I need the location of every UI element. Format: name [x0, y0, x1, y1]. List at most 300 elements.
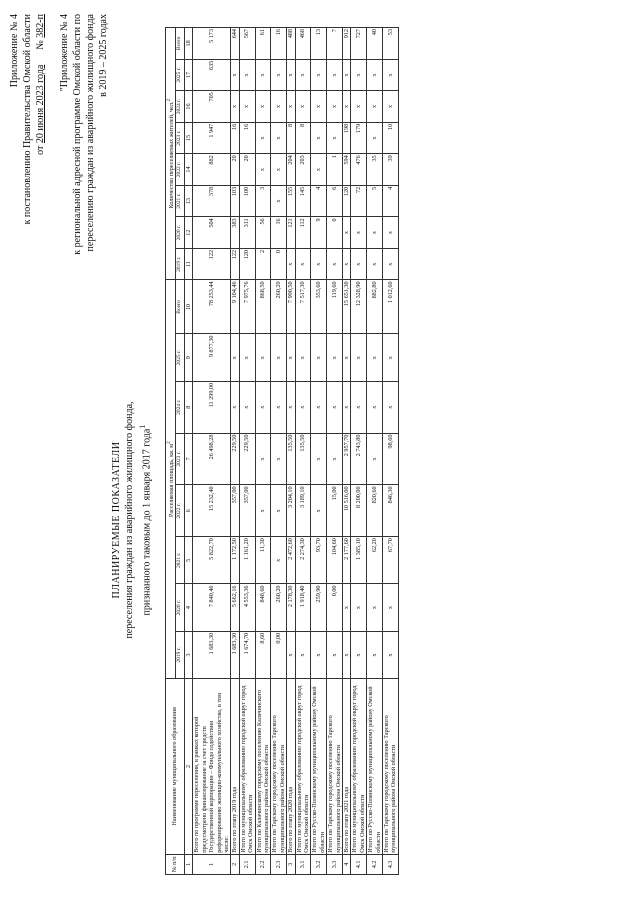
area-cell: x — [327, 631, 343, 678]
header-col-number: 5 — [184, 537, 192, 584]
area-cell: 2 957,70 — [343, 433, 351, 485]
people-cell: 2 — [255, 248, 271, 280]
people-cell: 20 — [239, 154, 255, 186]
area-cell: 104,60 — [327, 537, 343, 584]
area-cell: x — [295, 631, 311, 678]
people-cell: 5 — [367, 185, 383, 217]
header-people-year: Всего — [176, 28, 184, 60]
header-col-number: 16 — [184, 91, 192, 123]
area-cell: x — [295, 334, 311, 381]
header-area-year: 2023 г. — [176, 433, 184, 485]
area-cell: 119,60 — [327, 280, 343, 334]
people-cell: 56 — [255, 217, 271, 249]
people-cell: 103 — [231, 185, 239, 217]
area-cell: 67,70 — [383, 537, 399, 584]
area-cell: x — [295, 381, 311, 433]
area-cell: 5 662,16 — [231, 584, 239, 631]
area-cell: 7 840,46 — [193, 584, 231, 631]
document-title — [110, 355, 153, 685]
header-area-year: 2024 г. — [176, 381, 184, 433]
area-cell: x — [367, 334, 383, 381]
people-cell: 488 — [287, 28, 295, 60]
people-cell: x — [351, 248, 367, 280]
people-cell: 53 — [383, 28, 399, 60]
people-cell: x — [255, 154, 271, 186]
row-name: Итого по Тарскому городскому поселению Тарского муниципального района Омской области — [383, 679, 399, 855]
people-cell: 120 — [343, 185, 351, 217]
area-cell: 7 975,76 — [239, 280, 255, 334]
appendix-date-line: от 20 июня 2023 года № 382-п — [35, 14, 46, 155]
people-cell: 16 — [231, 122, 239, 154]
area-cell: 2 472,60 — [287, 537, 295, 584]
area-cell: x — [255, 381, 271, 433]
area-cell: 260,20 — [271, 584, 287, 631]
people-cell: 203 — [295, 154, 311, 186]
area-cell: 8 200,00 — [351, 485, 367, 537]
area-cell: x — [311, 485, 327, 537]
row-number: 3.3 — [327, 854, 343, 874]
people-cell: 16 — [271, 217, 287, 249]
people-cell: 311 — [239, 217, 255, 249]
table-row — [343, 28, 351, 875]
area-cell: x — [343, 334, 351, 381]
people-cell: 204 — [287, 154, 295, 186]
header-area-year: 2020 г. — [176, 584, 184, 631]
people-cell: 5 173 — [193, 28, 231, 60]
area-cell: x — [343, 584, 351, 631]
row-number: 3.1 — [295, 854, 311, 874]
area-cell: 4 553,36 — [239, 584, 255, 631]
people-cell: 7 — [327, 28, 343, 60]
table-row — [383, 28, 399, 875]
people-cell: x — [343, 217, 351, 249]
people-cell: x — [311, 91, 327, 123]
people-cell: 476 — [351, 154, 367, 186]
people-cell: x — [255, 122, 271, 154]
area-cell: 357,00 — [231, 485, 239, 537]
people-cell: 35 — [367, 154, 383, 186]
area-cell: x — [383, 381, 399, 433]
people-cell: x — [383, 217, 399, 249]
row-number: 1 — [193, 854, 231, 874]
people-cell: 594 — [343, 154, 351, 186]
title-line2: переселения граждан из аварийного жилищного фонда, — [124, 401, 135, 639]
row-name: Итого по муниципальному образованию городской округ город Омск Омской области — [239, 679, 255, 855]
area-cell: 2 274,30 — [295, 537, 311, 584]
people-cell: x — [287, 248, 295, 280]
row-name: Всего по этапу 2020 года — [287, 679, 295, 855]
row-number: 2.1 — [239, 854, 255, 874]
people-cell: 16 — [239, 122, 255, 154]
area-cell: x — [231, 334, 239, 381]
people-cell: x — [287, 91, 295, 123]
people-cell: x — [287, 59, 295, 91]
area-cell: x — [287, 381, 295, 433]
area-cell: 3 204,10 — [287, 485, 295, 537]
header-area-year: Всего — [176, 280, 184, 334]
area-cell: x — [367, 433, 383, 485]
area-cell: x — [367, 584, 383, 631]
header-num: № п/п — [166, 854, 185, 874]
area-cell: x — [351, 381, 367, 433]
people-cell: x — [351, 217, 367, 249]
area-cell: x — [383, 631, 399, 678]
people-cell: x — [343, 248, 351, 280]
header-people-year: 2022 г. — [176, 154, 184, 186]
people-cell: 16 — [271, 28, 287, 60]
header-col-number: 8 — [184, 381, 192, 433]
area-cell: x — [383, 584, 399, 631]
header-people-group: Количество переселяемых жителей, чел.$^2$ — [166, 28, 176, 280]
area-cell: 229,50 — [239, 433, 255, 485]
people-cell: x — [239, 91, 255, 123]
area-cell: 1 918,40 — [295, 584, 311, 631]
area-cell: 820,60 — [367, 485, 383, 537]
people-cell: x — [239, 59, 255, 91]
area-cell: 848,60 — [255, 584, 271, 631]
area-cell: 229,50 — [231, 433, 239, 485]
area-cell: 15 651,30 — [343, 280, 351, 334]
people-cell: 3 — [255, 185, 271, 217]
area-cell: 3 189,10 — [295, 485, 311, 537]
area-cell: 98,60 — [383, 433, 399, 485]
people-cell: 122 — [231, 248, 239, 280]
header-area-group: Расселяемая площадь, кв. $м^2$ — [166, 280, 176, 679]
area-cell: x — [311, 631, 327, 678]
people-cell: 13 — [311, 28, 327, 60]
title-line1: ПЛАНИРУЕМЫЕ ПОКАЗАТЕЛИ — [111, 441, 122, 599]
area-cell: 5 822,70 — [193, 537, 231, 584]
appendix-number: 382-п — [35, 14, 46, 38]
people-cell: x — [327, 122, 343, 154]
people-cell: x — [367, 122, 383, 154]
people-cell: 10 — [383, 122, 399, 154]
area-cell: x — [343, 381, 351, 433]
people-cell: x — [295, 248, 311, 280]
people-cell: x — [367, 59, 383, 91]
people-cell: 9 — [311, 217, 327, 249]
area-cell: 11 299,00 — [193, 381, 231, 433]
header-col-number: 15 — [184, 122, 192, 154]
area-cell: 2 743,80 — [351, 433, 367, 485]
people-cell: 112 — [295, 217, 311, 249]
row-number: 4.3 — [383, 854, 399, 874]
area-cell: x — [383, 334, 399, 381]
people-cell: 378 — [193, 185, 231, 217]
header-people-year: 2021 г. — [176, 185, 184, 217]
area-cell: x — [231, 381, 239, 433]
people-cell: x — [231, 59, 239, 91]
header-row-groups — [166, 28, 176, 875]
header-area-year: 2025 г. — [176, 334, 184, 381]
people-cell: 155 — [287, 185, 295, 217]
area-cell: x — [351, 334, 367, 381]
people-cell: 4 — [311, 185, 327, 217]
area-cell: 15 232,40 — [193, 485, 231, 537]
people-cell: x — [367, 248, 383, 280]
program-reference: "Приложение № 4 к региональной адресной программе Омской области по переселению граждан из аварийного жилищного фонда в 2019 – 2025 годах — [59, 14, 109, 255]
row-name: Итого по Калачинскому городскому поселению Калачинского муниципального района Омской области — [255, 679, 271, 855]
area-cell: 9 877,30 — [193, 334, 231, 381]
header-col-number: 7 — [184, 433, 192, 485]
people-cell: 0 — [327, 217, 343, 249]
header-area-year: 2021 г. — [176, 537, 184, 584]
area-cell: 62,20 — [367, 537, 383, 584]
people-cell: x — [343, 91, 351, 123]
people-cell: x — [383, 248, 399, 280]
people-cell: x — [231, 91, 239, 123]
row-name: Итого по муниципальному образованию городской округ город Омск Омской области — [295, 679, 311, 855]
area-cell: x — [255, 334, 271, 381]
table-row — [271, 28, 287, 875]
people-cell: x — [311, 59, 327, 91]
area-cell: 1 674,70 — [239, 631, 255, 678]
area-cell: 12 328,90 — [351, 280, 367, 334]
people-cell: 120 — [239, 248, 255, 280]
people-cell: 1 — [327, 154, 343, 186]
people-cell: x — [255, 59, 271, 91]
table-row — [367, 28, 383, 875]
people-cell: 644 — [231, 28, 239, 60]
people-cell: x — [367, 217, 383, 249]
header-people-year: 2020 г. — [176, 217, 184, 249]
table-body — [193, 28, 399, 875]
row-name: Итого по Русско-Полянскому муниципальному району Омской области — [311, 679, 327, 855]
area-cell: x — [367, 631, 383, 678]
people-cell: 705 — [193, 91, 231, 123]
people-cell: 39 — [383, 154, 399, 186]
area-cell: 1 385,10 — [351, 537, 367, 584]
people-cell: 121 — [287, 217, 295, 249]
area-cell: 868,50 — [255, 280, 271, 334]
area-cell: 1 012,60 — [383, 280, 399, 334]
people-cell: 0 — [271, 248, 287, 280]
people-cell: 567 — [239, 28, 255, 60]
area-cell: x — [367, 381, 383, 433]
header-col-number: 10 — [184, 280, 192, 334]
area-cell: 9 104,46 — [231, 280, 239, 334]
header-col-number: 2 — [184, 679, 192, 855]
title-line3: признанного таковым до 1 января 2017 года$^1$ — [138, 424, 153, 616]
header-col-number: 4 — [184, 584, 192, 631]
area-cell: 2 177,60 — [343, 537, 351, 584]
people-cell: 383 — [231, 217, 239, 249]
header-people-year: 2019 г. — [176, 248, 184, 280]
area-cell: x — [255, 433, 271, 485]
area-cell: x — [327, 433, 343, 485]
people-cell: x — [351, 59, 367, 91]
row-number: 3 — [287, 854, 295, 874]
people-cell: x — [327, 59, 343, 91]
people-cell: 1 947 — [193, 122, 231, 154]
header-col-number: 12 — [184, 217, 192, 249]
people-cell: 100 — [239, 185, 255, 217]
people-cell: 882 — [193, 154, 231, 186]
area-cell: 1 683,30 — [231, 631, 239, 678]
table-row — [351, 28, 367, 875]
area-cell: 135,50 — [287, 433, 295, 485]
people-cell: x — [271, 91, 287, 123]
people-cell: x — [311, 154, 327, 186]
header-name: Наименование муниципального образования — [166, 679, 185, 855]
area-cell: 260,20 — [271, 280, 287, 334]
row-number: 2.3 — [271, 854, 287, 874]
people-cell: x — [383, 91, 399, 123]
people-cell: x — [255, 91, 271, 123]
header-col-number: 1 — [184, 854, 192, 874]
people-cell: x — [351, 91, 367, 123]
people-cell: x — [311, 248, 327, 280]
table-row — [311, 28, 327, 875]
people-cell: x — [271, 154, 287, 186]
people-cell: x — [327, 248, 343, 280]
area-cell: 7 517,30 — [295, 280, 311, 334]
appendix-line1: Приложение № 4 — [9, 14, 20, 88]
area-cell: 93,70 — [311, 537, 327, 584]
appendix-line2: к постановлению Правительства Омской области — [22, 14, 33, 225]
area-cell: 15,00 — [327, 485, 343, 537]
row-name: Итого по Тарскому городскому поселению Тарского муниципального района Омской области — [327, 679, 343, 855]
header-col-number: 18 — [184, 28, 192, 60]
area-cell: 353,60 — [311, 280, 327, 334]
area-cell: x — [327, 381, 343, 433]
people-cell: 72 — [351, 185, 367, 217]
people-cell: 20 — [231, 154, 239, 186]
row-name: Всего по этапу 2021 года — [343, 679, 351, 855]
area-cell: 1 161,20 — [239, 537, 255, 584]
row-number: 2 — [231, 854, 239, 874]
header-row-colnums — [184, 28, 192, 875]
people-cell: 635 — [193, 59, 231, 91]
row-name: Всего по программе переселения, в рамках которой предусмотрено финансирование за счет средств Государственной корпорации – Фонда содействия реформированию жилищно-коммунального хозяйства, в том числе: — [193, 679, 231, 855]
header-col-number: 3 — [184, 631, 192, 678]
table-row — [255, 28, 271, 875]
area-cell: x — [271, 537, 287, 584]
people-cell: x — [271, 122, 287, 154]
row-name: Итого по Тарскому городскому поселению Тарского муниципального района Омской области — [271, 679, 287, 855]
people-cell: x — [271, 59, 287, 91]
row-number: 3.2 — [311, 854, 327, 874]
area-cell: 0,00 — [271, 631, 287, 678]
area-cell: 135,50 — [295, 433, 311, 485]
area-cell: x — [311, 334, 327, 381]
header-col-number: 13 — [184, 185, 192, 217]
people-cell: 6 — [327, 185, 343, 217]
people-cell: 468 — [295, 28, 311, 60]
table-row — [193, 28, 231, 875]
header-col-number: 11 — [184, 248, 192, 280]
row-name: Всего по этапу 2019 года — [231, 679, 239, 855]
table-row — [239, 28, 255, 875]
header-col-number: 6 — [184, 485, 192, 537]
people-cell: 145 — [295, 185, 311, 217]
area-cell: 78 253,44 — [193, 280, 231, 334]
area-cell: x — [271, 433, 287, 485]
people-cell: 198 — [343, 122, 351, 154]
people-cell: x — [343, 59, 351, 91]
area-cell: x — [287, 334, 295, 381]
table-row — [231, 28, 239, 875]
area-cell: x — [271, 381, 287, 433]
area-cell: x — [311, 381, 327, 433]
indicators-table — [165, 27, 399, 875]
area-cell: 357,00 — [239, 485, 255, 537]
area-cell: x — [351, 631, 367, 678]
row-name: Итого по муниципальному образованию городской округ город Омск Омской области — [351, 679, 367, 855]
people-cell: x — [327, 91, 343, 123]
area-cell: 259,90 — [311, 584, 327, 631]
area-cell: 7 990,50 — [287, 280, 295, 334]
people-cell: 504 — [193, 217, 231, 249]
people-cell: x — [295, 91, 311, 123]
area-cell: x — [287, 631, 295, 678]
area-cell: x — [239, 334, 255, 381]
area-cell: 11,30 — [255, 537, 271, 584]
people-cell: 912 — [343, 28, 351, 60]
header-people-year: 2025 г. — [176, 59, 184, 91]
area-cell: x — [343, 631, 351, 678]
people-cell: 8 — [295, 122, 311, 154]
area-cell: x — [271, 485, 287, 537]
area-cell: 26 498,28 — [193, 433, 231, 485]
area-cell: 1 172,50 — [231, 537, 239, 584]
area-cell: x — [327, 334, 343, 381]
area-cell: 0,00 — [327, 584, 343, 631]
people-cell: x — [311, 122, 327, 154]
people-cell: 61 — [255, 28, 271, 60]
people-cell: 4 — [383, 185, 399, 217]
people-cell: 40 — [367, 28, 383, 60]
header-col-number: 17 — [184, 59, 192, 91]
people-cell: x — [271, 185, 287, 217]
people-cell: 122 — [193, 248, 231, 280]
area-cell: 846,30 — [383, 485, 399, 537]
header-people-year: 2024 г. — [176, 91, 184, 123]
area-cell: 8,60 — [255, 631, 271, 678]
area-cell: 2 178,30 — [287, 584, 295, 631]
header-people-year: 2023 г. — [176, 122, 184, 154]
area-cell: 10 516,00 — [343, 485, 351, 537]
area-cell: 1 683,30 — [193, 631, 231, 678]
people-cell: 727 — [351, 28, 367, 60]
header-area-year: 2022 г. — [176, 485, 184, 537]
header-col-number: 9 — [184, 334, 192, 381]
row-number: 4.1 — [351, 854, 367, 874]
header-area-year: 2019 г. — [176, 631, 184, 678]
appendix-date: 20 июня 2023 года — [35, 64, 46, 144]
people-cell: x — [295, 59, 311, 91]
row-number: 4.2 — [367, 854, 383, 874]
table-row — [287, 28, 295, 875]
area-cell: 882,80 — [367, 280, 383, 334]
area-cell: x — [271, 334, 287, 381]
people-cell: 8 — [287, 122, 295, 154]
row-name: Итого по Русско-Полянскому муниципальному району Омской области — [367, 679, 383, 855]
area-cell: x — [351, 584, 367, 631]
header-col-number: 14 — [184, 154, 192, 186]
area-cell: x — [239, 381, 255, 433]
table-row — [327, 28, 343, 875]
people-cell: 179 — [351, 122, 367, 154]
people-cell: x — [383, 59, 399, 91]
table-row — [295, 28, 311, 875]
appendix-header — [8, 14, 47, 344]
row-number: 2.2 — [255, 854, 271, 874]
row-number: 4 — [343, 854, 351, 874]
area-cell: x — [311, 433, 327, 485]
people-cell: x — [367, 91, 383, 123]
area-cell: x — [255, 485, 271, 537]
